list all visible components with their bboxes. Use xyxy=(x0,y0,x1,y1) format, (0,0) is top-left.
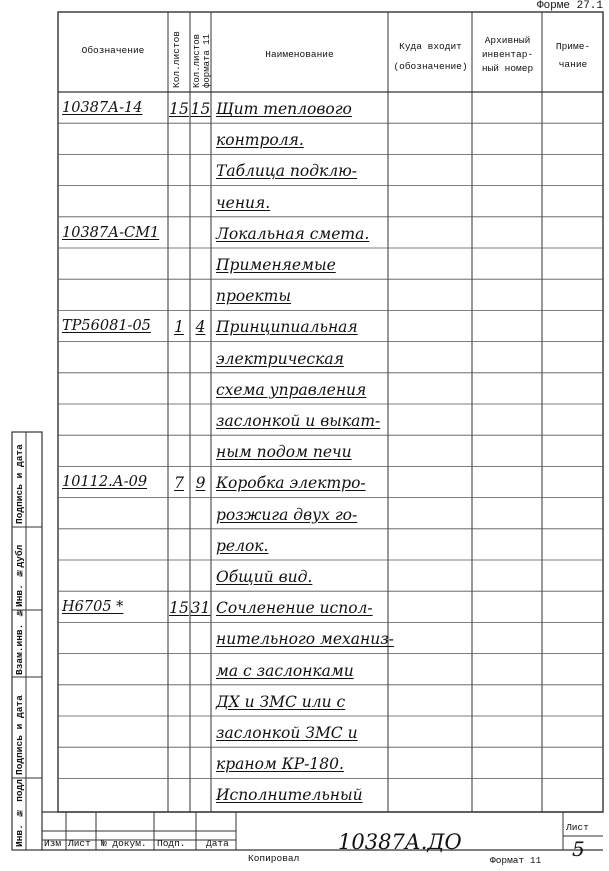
document-code: 10387А.ДО xyxy=(338,830,462,854)
row-name: релок. xyxy=(216,536,269,555)
table-row xyxy=(0,747,609,778)
row-name: заслонкой ЗМС и xyxy=(216,724,358,742)
row-qty-format: 4 xyxy=(195,318,206,337)
row-name: Таблица подклю- xyxy=(216,162,358,181)
table-row xyxy=(0,186,609,217)
row-qty-format: 15 xyxy=(190,100,211,118)
row-name: Сочленение испол- xyxy=(216,599,373,618)
table-row xyxy=(0,654,609,685)
table-row xyxy=(0,342,609,373)
footer-doc-no: № докум. xyxy=(101,838,147,849)
row-name: нительного механиз- xyxy=(216,630,394,649)
table-row xyxy=(0,310,609,341)
side-vzam-inv: Взам.инв. № xyxy=(14,606,25,675)
row-name: Принципиальная xyxy=(216,318,358,337)
row-qty-sheets: 1 xyxy=(174,318,184,337)
header-where-used: Куда входит (обозначение) xyxy=(393,41,468,72)
row-name: ДХ и ЗМС или с xyxy=(216,692,346,711)
header-archive: Архивный инвентар- ный номер xyxy=(481,35,534,74)
row-designation: 10387А-14 xyxy=(62,100,143,116)
table-row xyxy=(0,435,609,466)
header-designation: Обозначение xyxy=(81,45,145,56)
footer-list: Лист xyxy=(68,838,91,849)
footer-copied: Копировал xyxy=(248,853,300,864)
header-qty-format: Кол.листов формата 11 xyxy=(192,33,212,88)
table-row xyxy=(0,560,609,591)
table-row xyxy=(0,622,609,653)
row-designation: 10387А-СМ1 xyxy=(62,224,160,241)
header-name: Наименование xyxy=(265,49,334,60)
footer-izm: Изм xyxy=(44,838,62,849)
header-note: Приме- чание xyxy=(555,41,591,70)
sheet-number: 5 xyxy=(572,837,585,861)
table-row xyxy=(0,498,609,529)
side-sign-date-bottom: Подпись и дата xyxy=(14,695,25,775)
table-row xyxy=(0,529,609,560)
row-name: Исполнительный xyxy=(216,786,363,805)
row-name: краном КР-180. xyxy=(216,755,344,774)
row-name: Щит теплового xyxy=(216,100,352,118)
row-name: схема управления xyxy=(216,380,367,399)
table-row xyxy=(0,217,609,248)
side-inv-podl: Инв. № подл xyxy=(14,778,25,847)
row-name: электрическая xyxy=(216,349,344,368)
row-qty-sheets: 15 xyxy=(169,100,189,118)
footer-podp: Подп. xyxy=(157,838,186,849)
footer-format: Формат 11 xyxy=(490,855,542,866)
row-qty-format: 31 xyxy=(190,599,211,618)
table-row xyxy=(0,154,609,185)
row-designation: Н6705 * xyxy=(62,599,124,616)
row-designation: 10112.А-09 xyxy=(62,474,148,491)
table-row xyxy=(0,716,609,747)
row-name: ным подом печи xyxy=(216,443,352,462)
side-inv-dubl: Инв. №дубл xyxy=(14,544,25,607)
row-name: Коробка электро- xyxy=(216,474,366,493)
table-row xyxy=(0,685,609,716)
table-row xyxy=(0,466,609,497)
row-name: розжига двух го- xyxy=(216,505,358,524)
table-row xyxy=(0,92,609,123)
row-name: контроля. xyxy=(216,131,304,150)
row-qty-sheets: 7 xyxy=(174,474,184,493)
header-qty-sheets: Кол.листов xyxy=(171,30,182,88)
row-qty-format: 9 xyxy=(195,474,206,493)
table-row xyxy=(0,279,609,310)
row-name: Применяемые xyxy=(216,256,336,274)
side-sign-date-top: Подпись и дата xyxy=(14,444,25,524)
form-number: Форме 27.1 xyxy=(536,0,603,12)
row-name: Общий вид. xyxy=(216,568,313,586)
row-name: чения. xyxy=(216,193,271,212)
table-row xyxy=(0,123,609,154)
row-name: Локальная смета. xyxy=(216,224,370,243)
row-name: проекты xyxy=(216,287,291,306)
table-row xyxy=(0,591,609,622)
footer-sheet-label: Лист xyxy=(566,822,589,833)
table-row xyxy=(0,373,609,404)
table-row xyxy=(0,248,609,279)
footer-data: Дата xyxy=(206,838,229,849)
row-designation: ТР56081-05 xyxy=(62,318,151,335)
row-qty-sheets: 15 xyxy=(169,599,189,618)
row-name: ма с заслонками xyxy=(216,661,354,680)
row-name: заслонкой и выкат- xyxy=(216,412,381,430)
table-row xyxy=(0,404,609,435)
table-row xyxy=(0,778,609,809)
